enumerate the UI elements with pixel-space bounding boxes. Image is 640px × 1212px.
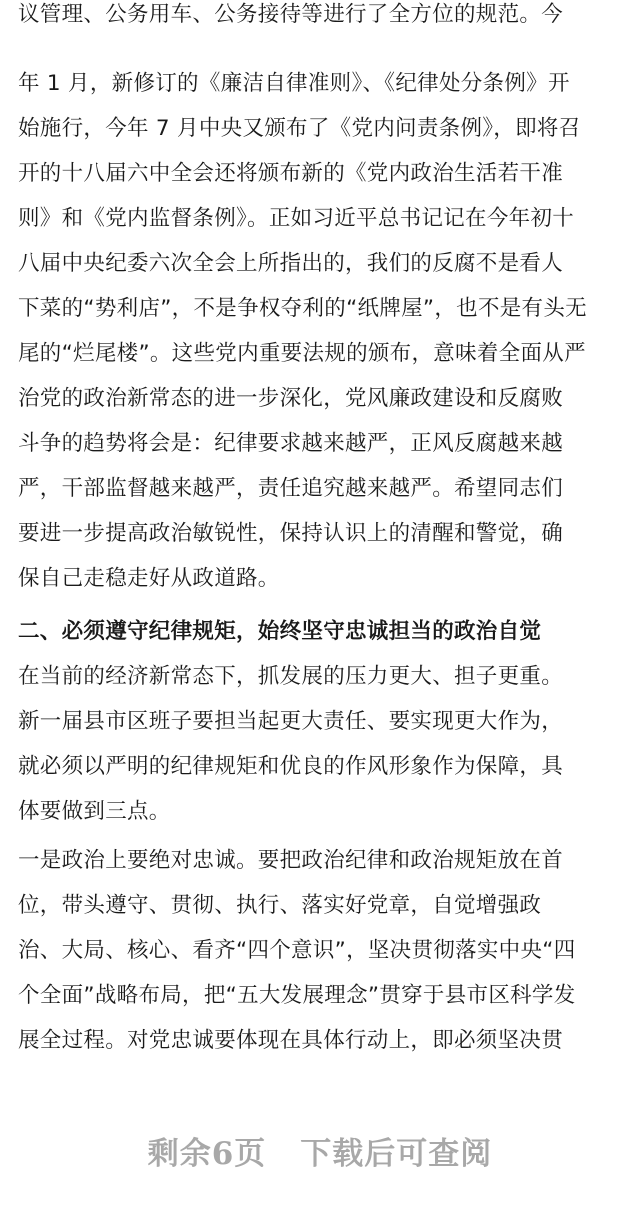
remaining-pages-banner[interactable] (0, 1125, 640, 1175)
text-line: 在当前的经济新常态下，抓发展的压力更大、担子更重。 (18, 664, 564, 689)
text-line: 严，干部监督越来越严，责任追究越来越严。希望同志们 (18, 476, 564, 501)
text-line: 展全过程。对党忠诚要体现在具体行动上，即必须坚决贯 (18, 1028, 564, 1053)
text-line: 则》和《党内监督条例》。正如习近平总书记记在今年初十 (18, 206, 575, 231)
text-line: 位，带头遵守、贯彻、执行、落实好党章，自觉增强政 (18, 893, 542, 918)
text-line: 治党的政治新常态的进一步深化，党风廉政建设和反腐败 (18, 386, 564, 411)
remaining-pages-label: 剩余6页 (147, 1135, 267, 1172)
text-line: 八届中央纪委六次全会上所指出的，我们的反腐不是看人 (18, 251, 564, 276)
text-line: 议管理、公务用车、公务接待等进行了全方位的规范。今 (18, 2, 564, 27)
text-line: 下菜的“势利店”，不是争权夺利的“纸牌屋”，也不是有头无 (18, 296, 587, 321)
text-line: 体要做到三点。 (18, 799, 171, 824)
text-line: 开的十八届六中全会还将颁布新的《党内政治生活若干准 (18, 161, 564, 186)
text-line: 新一届县市区班子要担当起更大责任、要实现更大作为， (18, 709, 564, 734)
text-line: 斗争的趋势将会是：纪律要求越来越严，正风反腐越来越 (18, 431, 564, 456)
text-line: 保自己走稳走好从政道路。 (18, 566, 280, 591)
text-line: 尾的“烂尾楼”。这些党内重要法规的颁布，意味着全面从严 (18, 341, 586, 366)
section-heading: 二、必须遵守纪律规矩，始终坚守忠诚担当的政治自觉 (18, 619, 542, 644)
text-line: 一是政治上要绝对忠诚。要把政治纪律和政治规矩放在首 (18, 848, 564, 873)
download-hint-label[interactable]: 下载后可查阅 (300, 1135, 493, 1172)
text-line: 要进一步提高政治敏锐性，保持认识上的清醒和警觉，确 (18, 521, 564, 546)
text-line: 年 1 月，新修订的《廉洁自律准则》、《纪律处分条例》开 (18, 71, 570, 96)
text-line: 治、大局、核心、看齐“四个意识”，坚决贯彻落实中央“四 (18, 938, 576, 963)
text-line: 个全面”战略布局，把“五大发展理念”贯穿于县市区科学发 (18, 983, 576, 1008)
text-line: 始施行，今年 7 月中央又颁布了《党内问责条例》，即将召 (18, 116, 581, 141)
text-line: 就必须以严明的纪律规矩和优良的作风形象作为保障，具 (18, 754, 564, 779)
